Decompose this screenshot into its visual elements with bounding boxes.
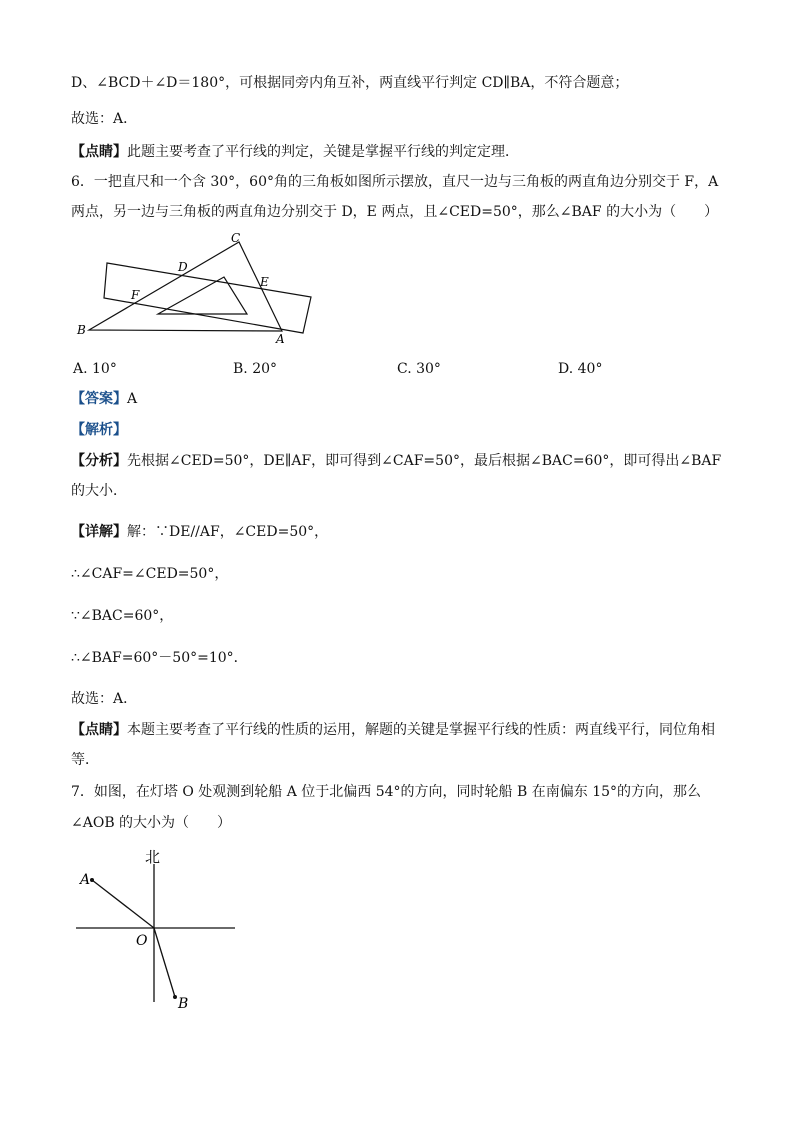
comment-tag: 【点睛】 [71,144,127,160]
question-7-line1: 7．如图，在灯塔 O 处观测到轮船 A 位于北偏西 54°的方向，同时轮船 B 在南偏东 15°的方向，那么 [71,784,702,800]
label-o: O [136,933,148,949]
label-a: A [276,332,285,346]
dianjing-tag: 【点睛】 [71,722,127,738]
step-2: ∴∠CAF=∠CED=50°， [71,566,229,582]
step-3: ∵∠BAC=60°， [71,608,174,624]
option-b: B. 20° [233,361,278,377]
option-d: D. 40° [558,361,603,377]
step-1: 解：∵DE//AF，∠CED=50°， [127,524,329,540]
dianjing-line2: 等． [71,752,99,768]
fenxi-line1 [71,451,731,472]
dianjing-text: 本题主要考查了平行线的性质的运用，解题的关键是掌握平行线的性质：两直线平行，同位角相 [127,722,715,738]
xiangjie-tag: 【详解】 [71,524,127,540]
point-b [173,995,177,999]
fenxi-tag: 【分析】 [71,453,127,469]
answer-line [71,389,731,410]
answer-value: A [127,391,138,407]
answer-tag: 【答案】 [71,391,127,407]
label-d: D [178,260,188,274]
question-7-line2: ∠AOB 的大小为（ ） [71,815,232,831]
choose-line-q5: 故选：A． [71,111,138,127]
option-a: A. 10° [73,361,117,377]
ray-oa [92,880,154,928]
comment-q5 [71,142,731,163]
label-b: B [178,996,189,1012]
option-c: C. 30° [397,361,441,377]
north-label: 北 [145,848,161,866]
label-e: E [260,275,269,289]
fenxi-line2: 的大小． [71,483,127,499]
triangle-30-60 [89,242,282,331]
comment-text: 此题主要考查了平行线的判定，关键是掌握平行线的判定定理． [127,144,519,160]
option-d-explanation: D、∠BCD＋∠D＝180°，可根据同旁内角互补，两直线平行判定 CD∥BA，不符合题意； [71,75,629,91]
choose-line-q6: 故选：A． [71,691,138,707]
label-f: F [131,288,140,302]
step-4: ∴∠BAF=60°－50°=10°． [71,650,248,666]
label-b: B [77,323,86,337]
figure-compass [70,842,250,1012]
dianjing-line1 [71,720,731,741]
label-c: C [231,231,241,245]
figure-ruler-triangle [70,230,330,350]
question-6-line2: 两点，另一边与三角板的两直角边分别交于 D，E 两点，且∠CED=50°，那么∠BAF 的大小为（ ） [71,204,719,220]
inner-triangle [158,277,247,314]
analysis-tag: 【解析】 [71,422,127,438]
fenxi-text: 先根据∠CED=50°，DE∥AF，即可得到∠CAF=50°，最后根据∠BAC=60°，即可得出∠BAF [127,453,722,469]
xiangjie-line [71,522,731,543]
ray-ob [154,928,175,997]
point-a [90,878,94,882]
question-6-line1: 6．一把直尺和一个含 30°，60°角的三角板如图所示摆放，直尺一边与三角板的两直角边分别交于 F，A [71,174,719,190]
label-a: A [80,872,91,888]
